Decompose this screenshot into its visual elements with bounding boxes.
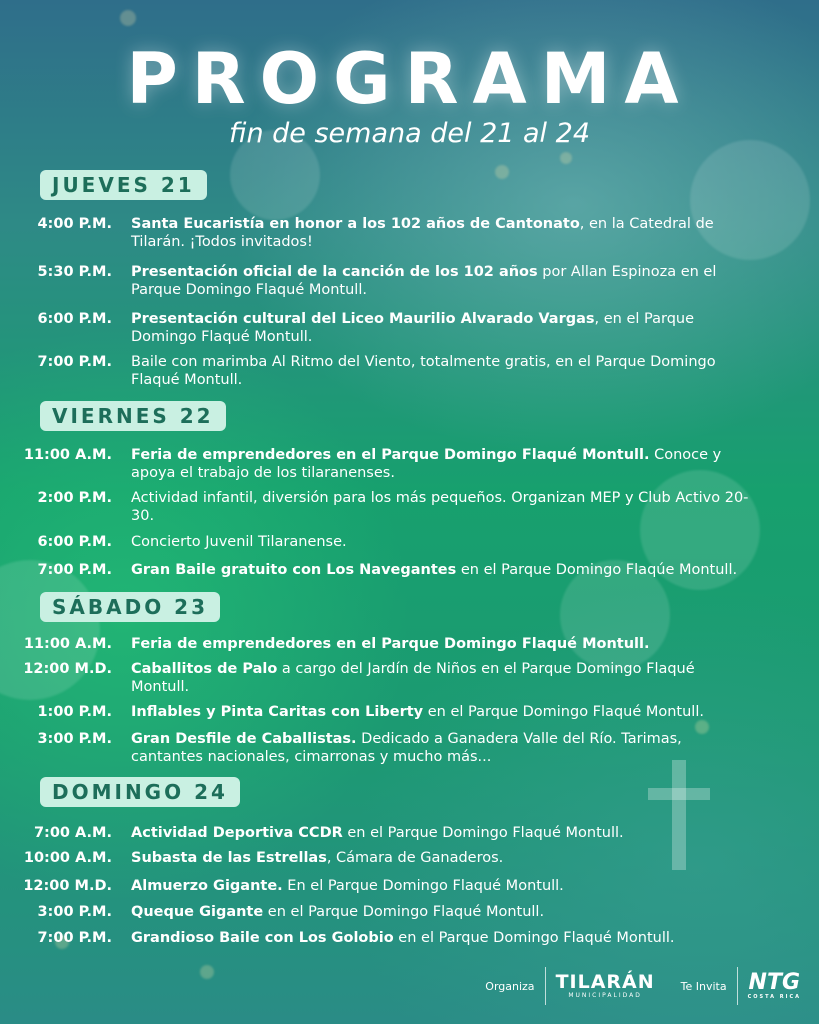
day-header-friday: VIERNES 22 [40,401,226,431]
event-detail: en el Parque Domingo Flaqué Montull. [342,825,624,841]
event-description [131,215,751,251]
event-time: 7:00 A.M. [33,825,112,841]
event-time: 11:00 A.M. [23,447,112,463]
event-time: 12:00 M.D. [23,878,112,894]
event-highlight: Grandioso Baile con Los Golobio [131,930,394,946]
event-time: 3:00 P.M. [37,731,112,747]
event-time: 2:00 P.M. [37,490,112,506]
event-time: 6:00 P.M. [37,311,112,327]
event-detail: en el Parque Domingo Flaqué Montull. [393,930,675,946]
ntg-logo-text: NTG [748,969,801,995]
event-description [131,561,751,579]
event-detail: , en el Parque Domingo Flaqué Montull. [131,311,695,345]
event-time: 10:00 A.M. [23,850,112,866]
event-description [131,489,751,525]
event-highlight: Gran Baile gratuito con Los Navegantes [131,562,457,578]
event-highlight: Queque Gigante [131,904,264,920]
event-description [131,446,751,482]
event-detail: en el Parque Domingo Flaqué Montull. [263,904,545,920]
event-time: 1:00 P.M. [37,704,112,720]
event-detail: , Cámara de Ganaderos. [326,850,504,866]
event-highlight: Almuerzo Gigante. [131,878,283,894]
bokeh-light [560,152,572,164]
event-detail: en el Parque Domingo Flaqúe Montull. [456,562,738,578]
event-highlight: Inflables y Pinta Caritas con Liberty [131,704,424,720]
event-description [131,353,751,389]
event-detail: en el Parque Domingo Flaqué Montull. [423,704,704,720]
event-detail: , en la Catedral de Tilarán. ¡Todos invitados! [131,216,714,250]
event-highlight: Subasta de las Estrellas [131,850,327,866]
event-highlight: Feria de emprendedores en el Parque Domingo Flaqué Montull. [131,447,650,463]
costa-rica-text: COSTA RICA [747,993,801,1000]
event-description [131,533,751,551]
event-detail: Actividad infantil, diversión para los más pequeños. Organizan MEP y Club Activo 20-30. [131,490,749,524]
event-description [131,903,751,921]
event-time: 3:00 P.M. [37,904,112,920]
event-detail: por Allan Espinoza en el Parque Domingo Flaqué Montull. [131,264,717,298]
divider [737,967,738,1005]
day-header-thursday: JUEVES 21 [40,170,207,200]
day-header-saturday: SÁBADO 23 [40,592,220,622]
event-description [131,730,751,766]
event-highlight: Gran Desfile de Caballistas. [131,731,357,747]
event-time: 12:00 M.D. [23,661,112,677]
event-description [131,929,751,947]
bokeh-light [200,965,214,979]
event-description [131,263,751,299]
spacer [665,967,671,1005]
event-time: 4:00 P.M. [37,216,112,232]
event-description [131,660,751,696]
municipalidad-text: MUNICIPALIDAD [568,992,642,999]
event-detail: a cargo del Jardín de Niños en el Parque Domingo Flaqué Montull. [131,661,695,695]
bokeh-light [495,165,509,179]
tilaran-logo [556,972,655,1000]
event-time: 11:00 A.M. [23,636,112,652]
event-detail: Conoce y apoya el trabajo de los tilaranenses. [131,447,722,481]
event-time: 7:00 P.M. [37,930,112,946]
event-description [131,824,751,842]
event-highlight: Feria de emprendedores en el Parque Domingo Flaqué Montull. [131,636,650,652]
event-detail: Baile con marimba Al Ritmo del Viento, totalmente gratis, en el Parque Domingo Flaqué Montull. [131,354,716,388]
event-highlight: Presentación cultural del Liceo Maurilio Alvarado Vargas [131,311,595,327]
event-detail: Concierto Juvenil Tilaranense. [131,534,347,550]
page-subtitle: fin de semana del 21 al 24 [229,118,590,149]
event-time: 7:00 P.M. [37,562,112,578]
event-time: 5:30 P.M. [37,264,112,280]
ntg-logo [747,969,801,1001]
divider [545,967,546,1005]
event-highlight: Presentación oficial de la canción de los 102 años [131,264,538,280]
event-description [131,635,751,653]
event-time: 6:00 P.M. [37,534,112,550]
footer [485,966,801,1006]
event-description [131,849,751,867]
te-invita-label: Te Invita [680,979,727,993]
organiza-label: Organiza [485,979,535,993]
event-time: 7:00 P.M. [37,354,112,370]
day-header-sunday: DOMINGO 24 [40,777,240,807]
event-highlight: Caballitos de Palo [131,661,278,677]
event-detail: En el Parque Domingo Flaqué Montull. [282,878,564,894]
bokeh-light [120,10,136,26]
event-highlight: Santa Eucaristía en honor a los 102 años de Cantonato [131,216,580,232]
event-highlight: Actividad Deportiva CCDR [131,825,343,841]
event-description [131,310,751,346]
event-description [131,877,751,895]
page-title: PROGRAMA [126,38,693,120]
bokeh-light [0,560,100,700]
event-detail: Dedicado a Ganadera Valle del Río. Tarimas, cantantes nacionales, cimarronas y mucho más... [131,731,682,765]
event-description [131,703,751,721]
tilaran-logo-text: TILARÁN [555,971,655,993]
